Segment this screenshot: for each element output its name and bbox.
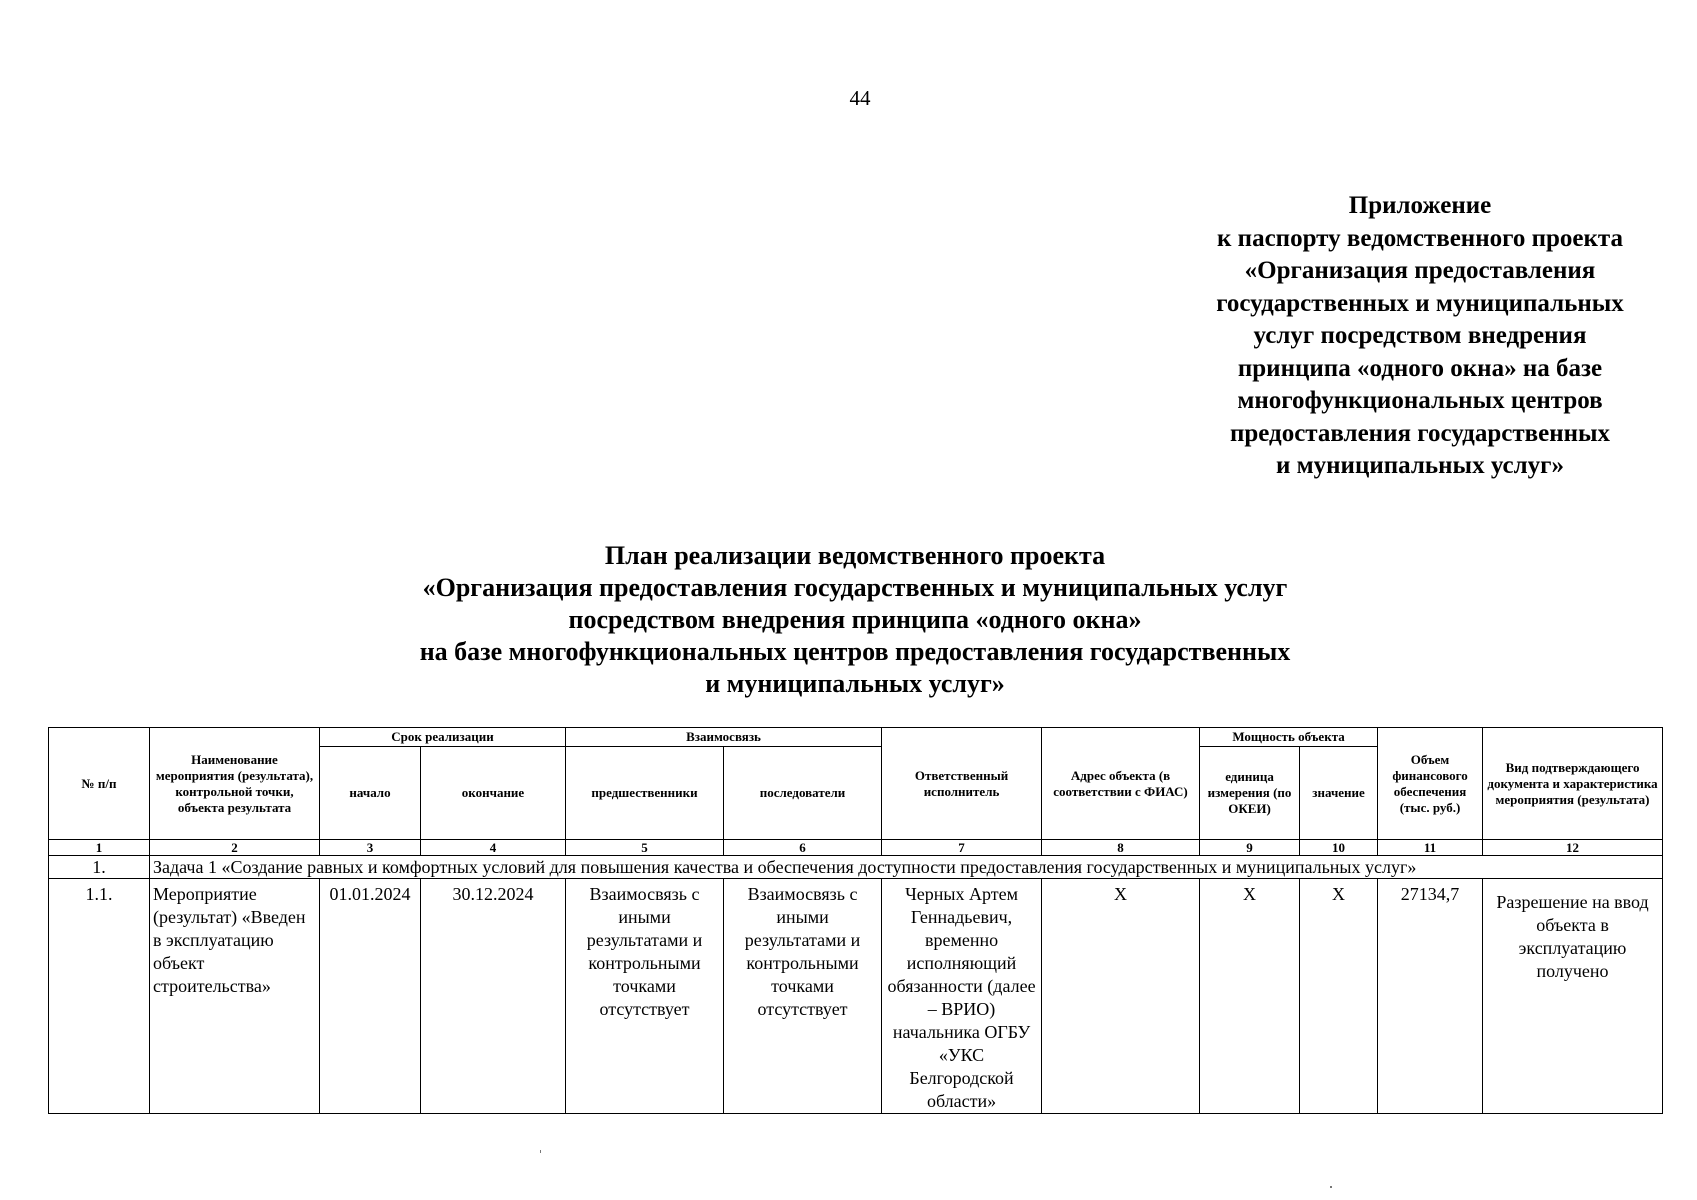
column-number: 8 [1042,840,1200,856]
column-number: 11 [1378,840,1483,856]
scan-artifact [540,1150,541,1153]
appendix-heading [1170,190,1670,483]
header-finance: Объем финансового обеспечения (тыс. руб.) [1378,728,1483,840]
header-doc-type: Вид подтверждающего документа и характеристика мероприятия (результата) [1483,728,1663,840]
header-start: начало [320,747,421,840]
row-address: X [1042,879,1200,1114]
row-successors: Взаимосвязь с иными результатами и контрольными точками отсутствует [724,879,882,1114]
header-unit: единица измерения (по ОКЕИ) [1200,747,1300,840]
column-number: 6 [724,840,882,856]
row-name: Мероприятие (результат) «Введен в эксплуатацию объект строительства» [150,879,320,1114]
plan-title-line: и муниципальных услуг» [705,669,1005,698]
column-number: 10 [1300,840,1378,856]
row-unit: X [1200,879,1300,1114]
row-responsible: Черных Артем Геннадьевич, временно исполняющий обязанности (далее – ВРИО) начальника ОГБУ «УКС Белгородской области» [882,879,1042,1114]
appendix-line: Приложение [1348,192,1492,219]
row-value: X [1300,879,1378,1114]
row-number: 1.1. [49,879,150,1114]
scan-artifact [1330,1186,1332,1188]
appendix-line: предоставления государственных [1229,419,1611,447]
plan-title-line: План реализации ведомственного проекта [604,541,1106,570]
header-responsible: Ответственный исполнитель [882,728,1042,840]
plan-title [330,540,1380,700]
header-relation: Взаимосвязь [566,728,882,747]
header-address: Адрес объекта (в соответствии с ФИАС) [1042,728,1200,840]
row-end-date: 30.12.2024 [421,879,566,1114]
row-finance: 27134,7 [1378,879,1483,1114]
column-number: 7 [882,840,1042,856]
column-number: 4 [421,840,566,856]
header-predecessors: предшественники [566,747,724,840]
row-predecessors: Взаимосвязь с иными результатами и контрольными точками отсутствует [566,879,724,1114]
column-number: 12 [1483,840,1663,856]
plan-title-line: «Организация предоставления государственных и муниципальных услуг [422,573,1288,602]
appendix-line: «Организация предоставления [1244,257,1596,284]
appendix-line: многофункциональных центров [1237,387,1603,414]
row-doc-type: Разрешение на ввод объекта в эксплуатацию получено [1483,879,1663,1114]
header-capacity: Мощность объекта [1200,728,1378,747]
appendix-line: услуг посредством внедрения [1253,322,1587,349]
page-number: 44 [849,86,871,110]
header-end: окончание [421,747,566,840]
plan-title-line: на базе многофункциональных центров предоставления государственных [419,637,1291,666]
header-successors: последователи [724,747,882,840]
plan-title-line: посредством внедрения принципа «одного окна» [568,605,1142,634]
appendix-line: государственных и муниципальных [1216,289,1624,317]
task-number: 1. [49,856,150,879]
header-value: значение [1300,747,1378,840]
column-number: 5 [566,840,724,856]
header-name: Наименование мероприятия (результата), контрольной точки, объекта результата [150,728,320,840]
appendix-line: к паспорту ведомственного проекта [1217,224,1623,252]
row-start-date: 01.01.2024 [320,879,421,1114]
implementation-plan-table [48,727,1663,1114]
task-text: Задача 1 «Создание равных и комфортных условий для повышения качества и обеспечения доступности предоставления государственных и муниципальных услуг» [150,856,1663,879]
column-number: 3 [320,840,421,856]
task-row [49,856,1663,879]
appendix-line: принципа «одного окна» на базе [1237,354,1603,382]
appendix-line: и муниципальных услуг» [1275,452,1565,479]
column-number: 2 [150,840,320,856]
column-number: 1 [49,840,150,856]
column-number: 9 [1200,840,1300,856]
header-period: Срок реализации [320,728,566,747]
header-num: № п/п [49,728,150,840]
table-row [49,879,1663,1114]
